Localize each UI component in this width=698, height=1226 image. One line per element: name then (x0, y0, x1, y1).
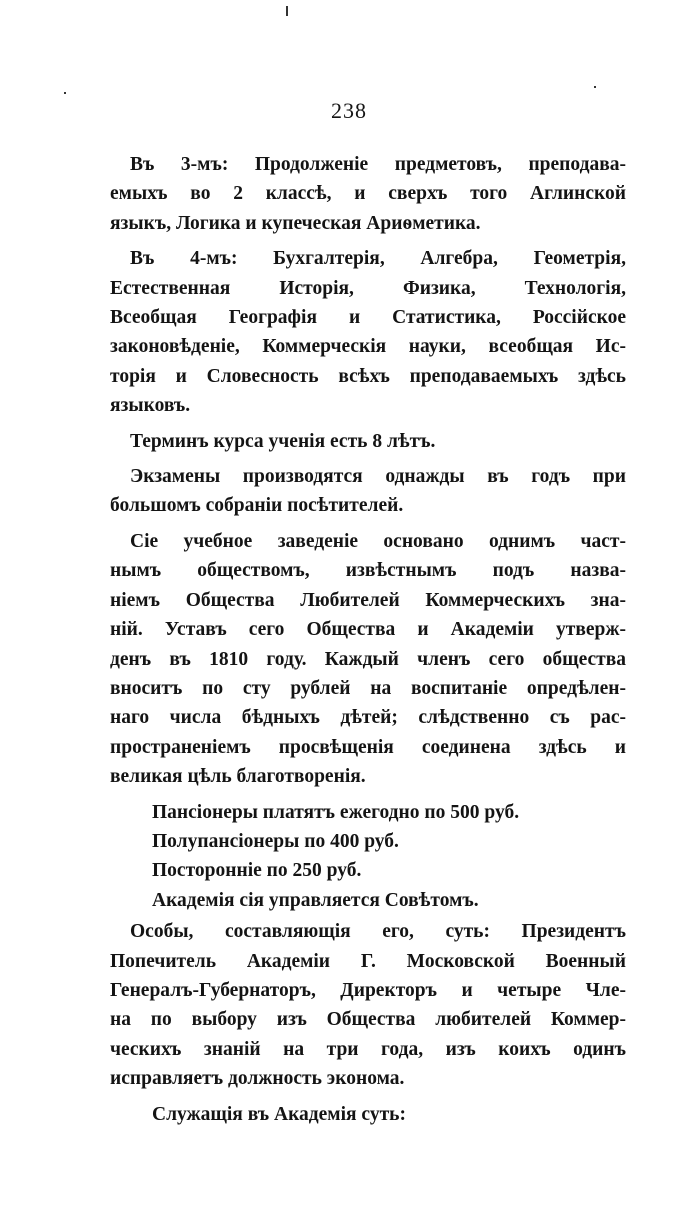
page-text (110, 150, 626, 1135)
paragraph-founding (110, 527, 626, 792)
text-line: Генералъ-Губернаторъ, Директоръ и четыре Чле- (110, 979, 626, 1001)
text-line: Въ 3-мъ: Продолженіе предметовъ, преподава- (130, 154, 626, 175)
scan-speck (594, 86, 596, 88)
fee-day-students: Посторонніе по 250 руб. (152, 860, 362, 882)
paragraph-council (110, 917, 626, 1093)
scan-speck (64, 92, 66, 94)
text-line: на по выбору изъ Общества любителей Коммер- (110, 1009, 626, 1031)
text-line: ческихъ знаній на три года, изъ коихъ одинъ (110, 1038, 626, 1060)
fees-list (110, 798, 626, 916)
paragraph-exams (110, 462, 626, 521)
text-line: Служащія въ Академія суть: (152, 1103, 406, 1125)
text-line: исправляетъ должность эконома. (110, 1068, 405, 1090)
text-line: Всеобщая Географія и Статистика, Россійское (110, 307, 626, 329)
text-line: законовѣденіе, Коммерческія науки, всеобщая Ис- (110, 336, 626, 358)
fee-half-boarders: Полупансіонеры по 400 руб. (152, 830, 399, 852)
text-line: наго числа бѣдныхъ дѣтей; слѣдственно съ рас- (110, 707, 626, 729)
text-line: пространеніемъ просвѣщенія соединена здѣсь и (110, 736, 626, 758)
text-line: торія и Словесность всѣхъ преподаваемыхъ здѣсь (110, 365, 626, 387)
text-line: Особы, составляющія его, суть: Президентъ (130, 921, 626, 943)
text-line: Терминъ курса ученія есть 8 лѣтъ. (130, 430, 436, 452)
text-line: языкъ, Логика и купеческая Ариѳметика. (110, 212, 481, 234)
text-line: нымъ обществомъ, извѣстнымъ подъ назва- (110, 560, 626, 582)
text-line: языковъ. (110, 395, 191, 417)
scan-speck (286, 6, 288, 16)
page-number: 238 (331, 98, 367, 123)
text-line: денъ въ 1810 году. Каждый членъ сего общества (110, 648, 626, 670)
paragraph-class-4 (110, 244, 626, 420)
paragraph-class-3 (110, 150, 626, 238)
paragraph-closing (110, 1100, 626, 1129)
text-line: Естественная Исторія, Физика, Технологія, (110, 277, 626, 299)
text-line: Попечитель Академіи Г. Московской Военный (110, 950, 626, 972)
text-line: Въ 4-мъ: Бухгалтерія, Алгебра, Геометрія, (130, 248, 626, 270)
text-line: ніемъ Общества Любителей Коммерческихъ зна- (110, 589, 626, 611)
text-line: великая цѣль благотворенія. (110, 766, 366, 788)
text-line: вноситъ по сту рублей на воспитаніе опредѣлен- (110, 677, 626, 699)
text-line: Экзамены производятся однажды въ годъ при (130, 466, 626, 488)
fee-boarders: Пансіонеры платятъ ежегодно по 500 руб. (152, 801, 520, 823)
text-line: ній. Уставъ сего Общества и Академіи утверж- (110, 619, 626, 641)
text-line: Сіе учебное заведеніе основано однимъ част- (130, 530, 626, 552)
council-governs: Академія сія управляется Совѣтомъ. (152, 889, 479, 911)
text-line: емыхъ во 2 классѣ, и сверхъ того Аглинской (110, 183, 626, 205)
paragraph-term (110, 427, 626, 456)
text-line: большомъ собраніи посѣтителей. (110, 495, 404, 517)
